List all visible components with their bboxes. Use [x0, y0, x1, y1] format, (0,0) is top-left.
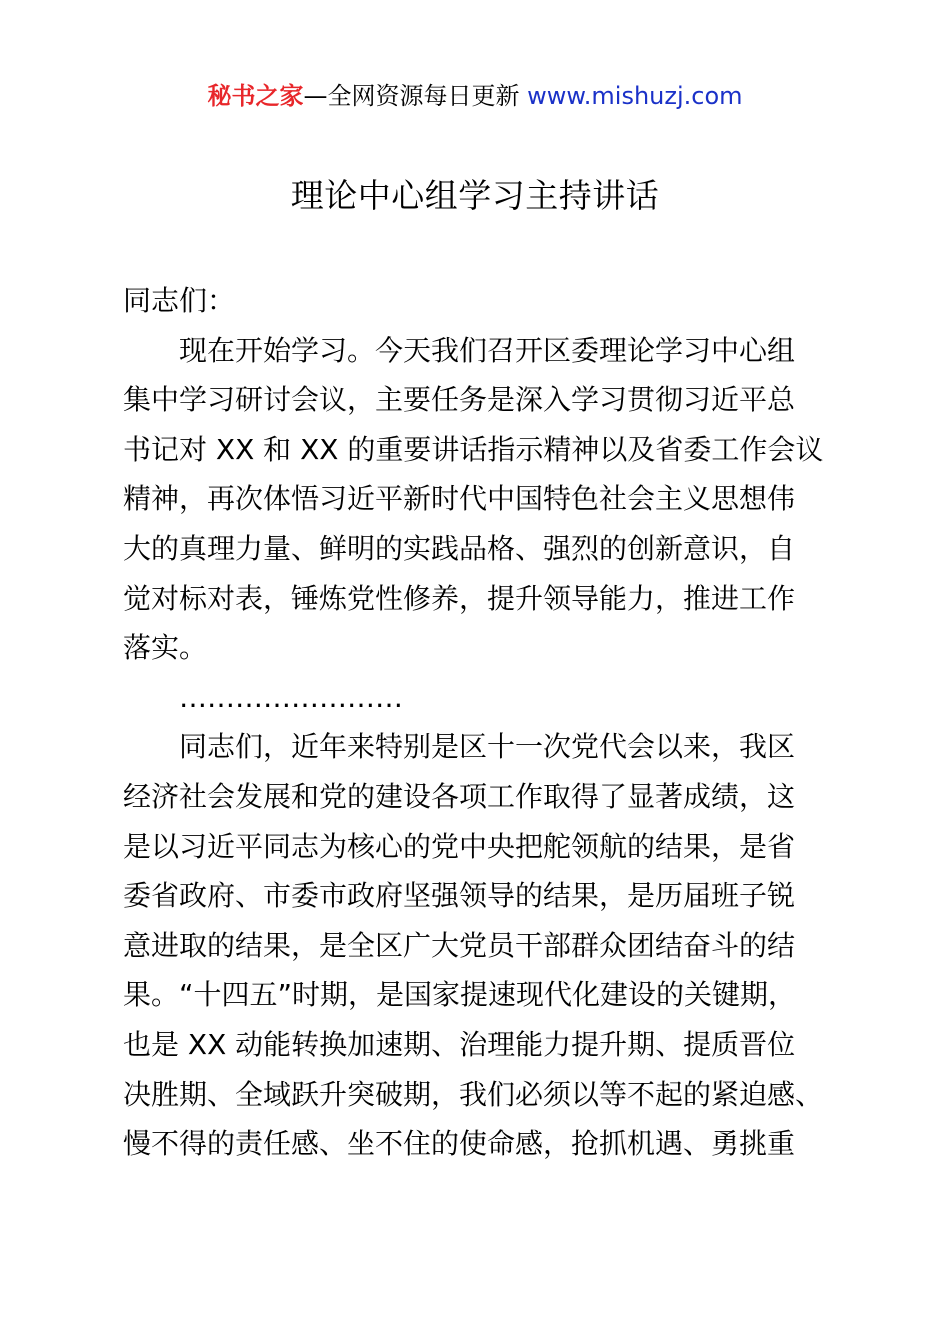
paragraph-line: 精神，再次体悟习近平新时代中国特色社会主义思想伟 — [123, 482, 796, 516]
salutation: 同志们： — [123, 284, 236, 317]
site-tagline: —全网资源每日更新 — [303, 82, 528, 110]
paragraph-line: 委省政府、市委市政府坚强领导的结果，是历届班子锐 — [123, 879, 796, 913]
site-brand: 秘书之家 — [207, 82, 304, 110]
paragraph-line: 同志们，近年来特别是区十一次党代会以来，我区 — [179, 730, 796, 764]
paragraph-line: 现在开始学习。今天我们召开区委理论学习中心组 — [179, 333, 796, 367]
paragraph-line: 果。“十四五”时期，是国家提速现代化建设的关键期， — [123, 978, 797, 1012]
paragraph-line: 书记对 XX 和 XX 的重要讲话指示精神以及省委工作会议 — [123, 432, 824, 466]
paragraph-line: 是以习近平同志为核心的党中央把舵领航的结果，是省 — [123, 829, 796, 863]
ellipsis-separator: …………………… — [179, 680, 403, 714]
paragraph-1 — [123, 326, 833, 673]
document-title: 理论中心组学习主持讲话 — [290, 176, 660, 215]
paragraph-2 — [123, 722, 833, 1168]
paragraph-line: 经济社会发展和党的建设各项工作取得了显著成绩，这 — [123, 779, 796, 813]
site-header — [0, 80, 950, 112]
document-body — [123, 276, 833, 1169]
paragraph-line: 觉对标对表，锤炼党性修养，提升领导能力，推进工作 — [123, 581, 796, 615]
paragraph-line: 慢不得的责任感、坐不住的使命感，抢抓机遇、勇挑重 — [123, 1127, 796, 1161]
paragraph-line: 也是 XX 动能转换加速期、治理能力提升期、提质晋位 — [123, 1027, 796, 1061]
paragraph-line: 集中学习研讨会议，主要任务是深入学习贯彻习近平总 — [123, 383, 796, 417]
paragraph-line: 落实。 — [123, 631, 208, 665]
paragraph-line: 决胜期、全域跃升突破期，我们必须以等不起的紧迫感、 — [123, 1077, 824, 1111]
paragraph-line: 意进取的结果，是全区广大党员干部群众团结奋斗的结 — [123, 928, 796, 962]
site-url-link[interactable]: www.mishuzj.com — [527, 82, 743, 110]
paragraph-line: 大的真理力量、鲜明的实践品格、强烈的创新意识，自 — [123, 531, 796, 565]
